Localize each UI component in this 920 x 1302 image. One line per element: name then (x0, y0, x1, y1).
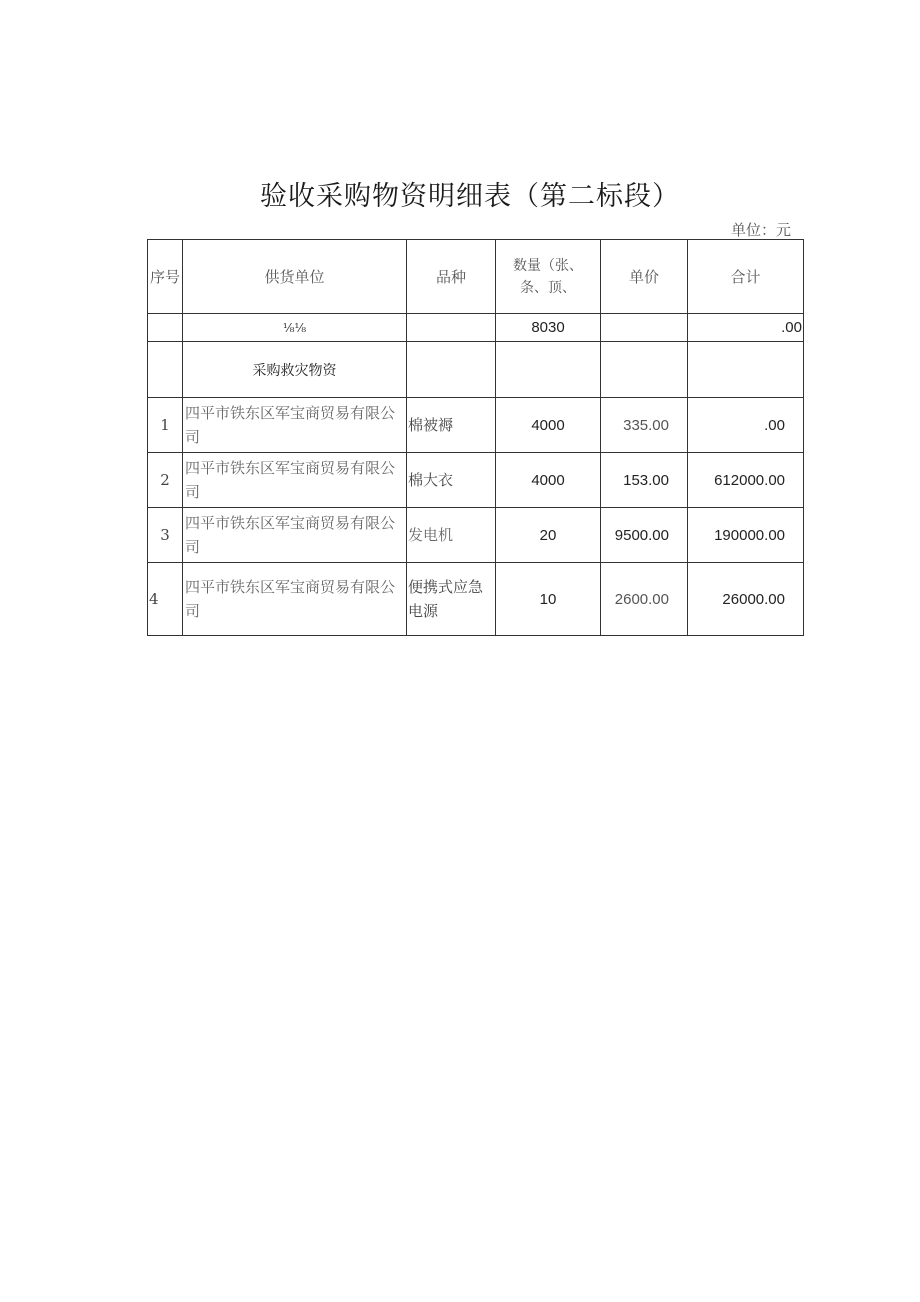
table-header-row (148, 240, 804, 314)
header-qty-text: 数量（张、条、顶、 (513, 257, 583, 296)
row-price: 335.00 (601, 398, 688, 453)
section-qty-cell (496, 342, 601, 398)
row-supplier: 四平市铁东区军宝商贸易有限公司 (183, 508, 407, 563)
section-total-cell (688, 342, 804, 398)
summary-variety-cell (407, 314, 496, 342)
row-seq: 4 (148, 563, 183, 636)
header-qty (496, 240, 601, 314)
section-label: 采购救灾物资 (183, 342, 407, 398)
row-variety: 发电机 (407, 508, 496, 563)
row-variety: 便携式应急电源 (407, 563, 496, 636)
row-supplier: 四平市铁东区军宝商贸易有限公司 (183, 453, 407, 508)
header-seq: 序号 (148, 240, 183, 314)
section-variety-cell (407, 342, 496, 398)
row-total: .00 (688, 398, 804, 453)
table-row (148, 508, 804, 563)
table-row (148, 563, 804, 636)
row-seq: 1 (148, 398, 183, 453)
row-variety: 棉被褥 (407, 398, 496, 453)
row-total: 190000.00 (688, 508, 804, 563)
row-price: 2600.00 (601, 563, 688, 636)
header-supplier: 供货单位 (183, 240, 407, 314)
header-variety: 品种 (407, 240, 496, 314)
row-qty: 20 (496, 508, 601, 563)
row-supplier: 四平市铁东区军宝商贸易有限公司 (183, 398, 407, 453)
row-price: 153.00 (601, 453, 688, 508)
row-qty: 10 (496, 563, 601, 636)
summary-price-cell (601, 314, 688, 342)
row-qty: 4000 (496, 398, 601, 453)
row-qty: 4000 (496, 453, 601, 508)
page-title: 验收采购物资明细表（第二标段） (260, 181, 680, 212)
row-price: 9500.00 (601, 508, 688, 563)
section-row (148, 342, 804, 398)
unit-note: 单位：元 (730, 221, 791, 239)
summary-row (148, 314, 804, 342)
row-seq: 2 (148, 453, 183, 508)
summary-total: .00 (688, 314, 804, 342)
summary-label: ⅛⅛ (183, 314, 407, 342)
row-supplier: 四平市铁东区军宝商贸易有限公司 (183, 563, 407, 636)
section-price-cell (601, 342, 688, 398)
row-total: 26000.00 (688, 563, 804, 636)
section-seq-cell (148, 342, 183, 398)
procurement-table (147, 239, 804, 636)
header-price: 单价 (601, 240, 688, 314)
header-total: 合计 (688, 240, 804, 314)
row-variety: 棉大衣 (407, 453, 496, 508)
summary-qty: 8030 (496, 314, 601, 342)
table-row (148, 398, 804, 453)
summary-seq-cell (148, 314, 183, 342)
row-seq: 3 (148, 508, 183, 563)
table-row (148, 453, 804, 508)
row-total: 612000.00 (688, 453, 804, 508)
